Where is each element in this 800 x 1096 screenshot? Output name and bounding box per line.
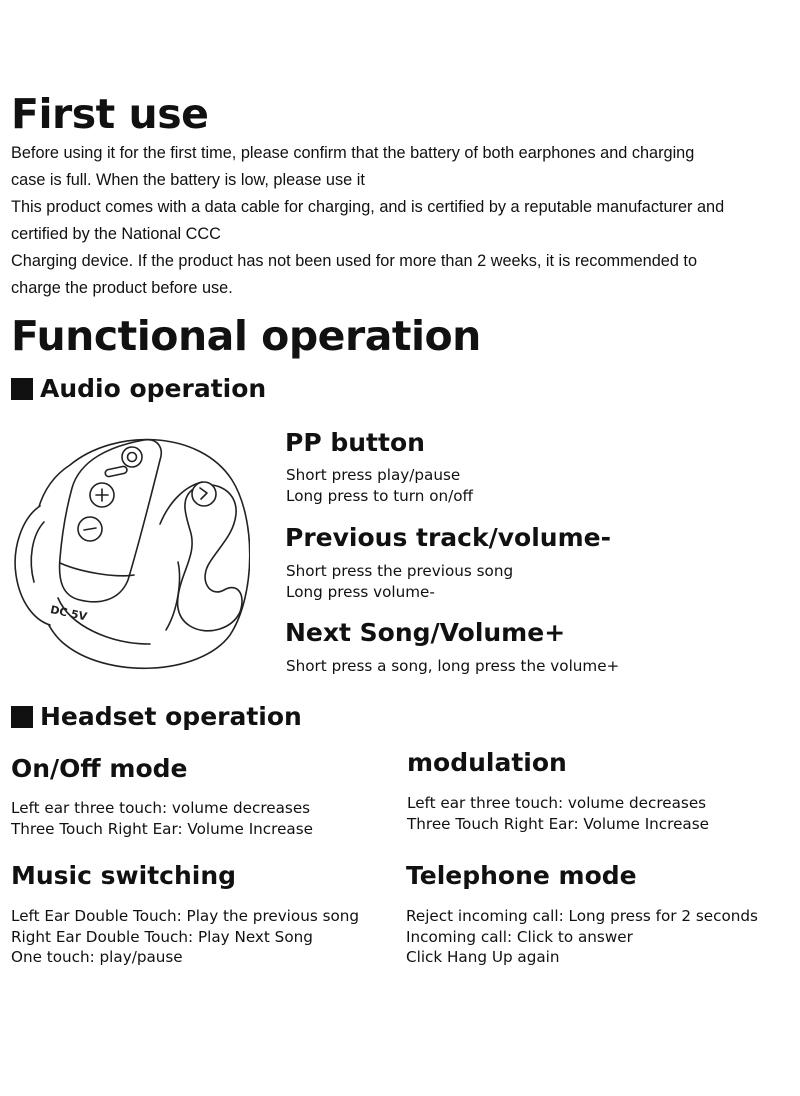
telephone-mode-title: Telephone mode: [406, 861, 637, 890]
onoff-mode-description: [11, 798, 313, 839]
modulation-line: Three Touch Right Ear: Volume Increase: [407, 814, 709, 833]
headset-operation-heading: [11, 704, 302, 729]
music-switching-title: Music switching: [11, 861, 237, 890]
pp-button-description: [286, 465, 473, 506]
next-song-description: [286, 656, 619, 677]
dc-5v-label: DC 5V: [49, 603, 89, 624]
functional-operation-title: Functional operation: [11, 312, 481, 360]
music-switching-description: [11, 906, 359, 968]
next-line: Short press a song, long press the volume+: [286, 657, 620, 675]
first-use-line: Charging device. If the product has not been used for more than 2 weeks, it is recommended to: [11, 252, 698, 270]
onoff-line: Three Touch Right Ear: Volume Increase: [11, 819, 313, 838]
first-use-line: This product comes with a data cable for charging, and is certified by a reputable manufacturer and: [11, 198, 725, 216]
previous-track-description: [286, 561, 513, 602]
pp-button-title: PP button: [285, 428, 425, 457]
first-use-line: charge the product before use.: [11, 279, 233, 297]
telephone-line: Click Hang Up again: [406, 948, 560, 966]
pp-line: Short press play/pause: [286, 466, 461, 484]
modulation-description: [407, 793, 709, 834]
onoff-mode-title: On/Off mode: [11, 754, 188, 783]
prev-line: Short press the previous song: [286, 562, 514, 580]
first-use-line: Before using it for the first time, please confirm that the battery of both earphones and charging: [11, 144, 695, 162]
first-use-title: First use: [11, 90, 209, 138]
next-song-title: Next Song/Volume+: [285, 618, 566, 647]
telephone-mode-description: [406, 906, 758, 968]
music-line: Left Ear Double Touch: Play the previous song: [11, 907, 360, 925]
earbud-case-illustration: [10, 430, 250, 680]
first-use-line: case is full. When the battery is low, please use it: [11, 171, 365, 189]
square-bullet-icon: [11, 378, 33, 400]
prev-line: Long press volume-: [286, 582, 435, 601]
modulation-title: modulation: [407, 748, 567, 777]
audio-operation-heading: [11, 376, 266, 401]
first-use-line: certified by the National CCC: [11, 225, 221, 243]
pp-line: Long press to turn on/off: [286, 486, 474, 505]
previous-track-title: Previous track/volume-: [285, 523, 611, 552]
onoff-line: Left ear three touch: volume decreases: [11, 799, 311, 817]
music-line: One touch: play/pause: [11, 948, 183, 966]
telephone-line: Reject incoming call: Long press for 2 seconds: [406, 907, 758, 925]
telephone-line: Incoming call: Click to answer: [406, 927, 633, 946]
music-line: Right Ear Double Touch: Play Next Song: [11, 927, 313, 946]
square-bullet-icon: [11, 706, 33, 728]
audio-operation-label: Audio operation: [40, 374, 267, 403]
first-use-paragraph: [11, 140, 800, 302]
modulation-line: Left ear three touch: volume decreases: [407, 794, 707, 812]
headset-operation-label: Headset operation: [40, 702, 302, 731]
